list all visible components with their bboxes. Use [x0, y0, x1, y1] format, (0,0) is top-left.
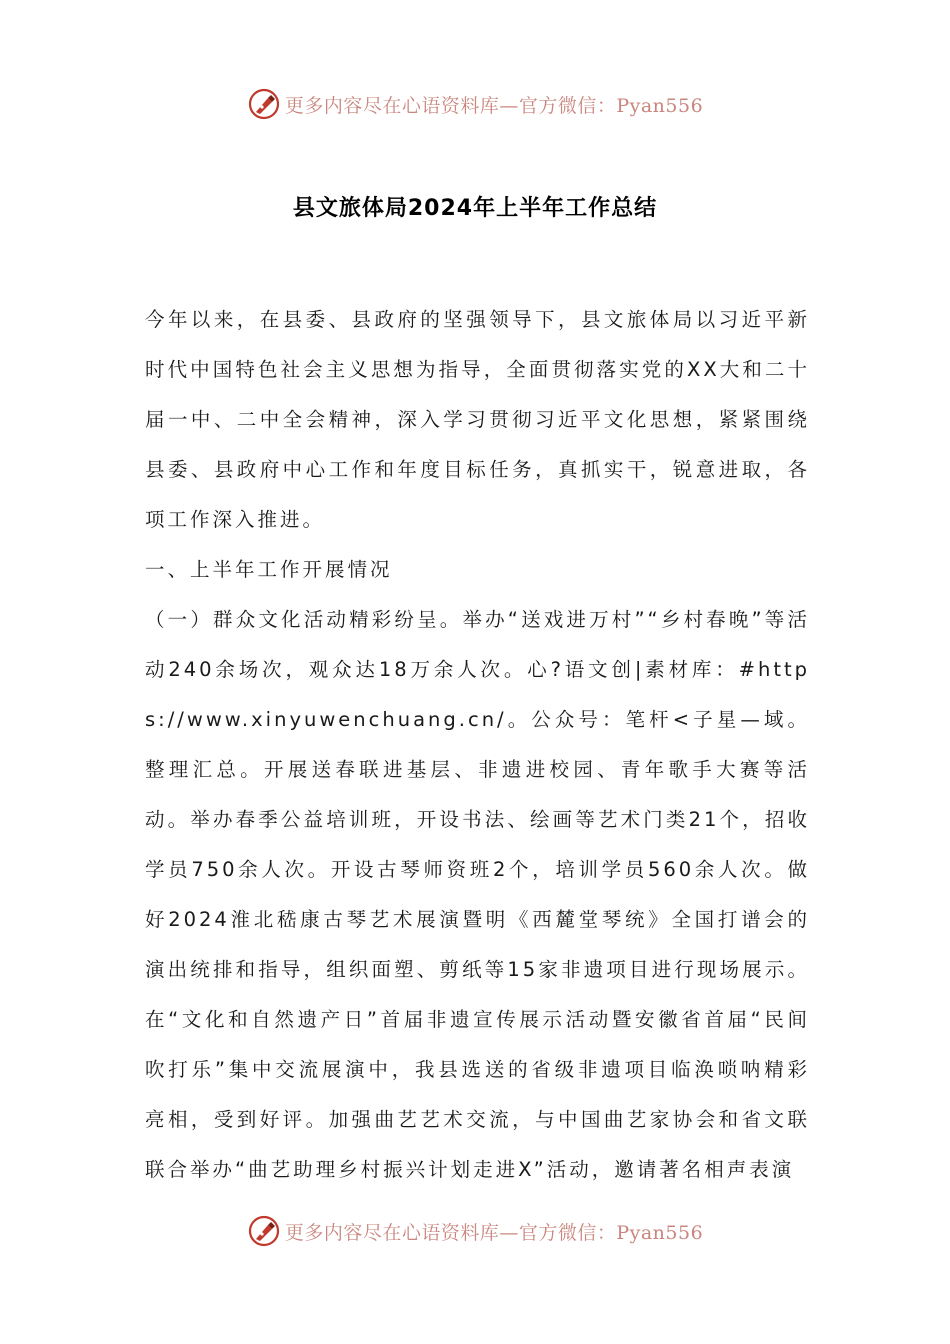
- section-heading: 一、上半年工作开展情况: [145, 558, 393, 581]
- footer-watermark-banner: [0, 1211, 950, 1251]
- pen-nib-logo-icon: [247, 1214, 281, 1248]
- intro-paragraph: 今年以来，在县委、县政府的坚强领导下，县文旅体局以习近平新时代中国特色社会主义思想为指导，全面贯彻落实党的XX大和二十届一中、二中全会精神，深入学习贯彻习近平文化思想，紧紧围绕县委、县政府中心工作和年度目标任务，真抓实干，锐意进取，各项工作深入推进。: [145, 308, 810, 531]
- header-watermark-text: 更多内容尽在心语资料库—官方微信：Pyan556: [284, 94, 704, 117]
- document-body: [145, 295, 810, 1195]
- section-paragraph: （一）群众文化活动精彩纷呈。举办“送戏进万村”“乡村春晚”等活动240余场次，观众达18万余人次。心?语文创|素材库：#https://www.xinyuwenchuang.cn/。公众号：笔杆<子星—域。整理汇总。开展送春联进基层、非遗进校园、青年歌手大赛等活动。举办春季公益培训班，开设书法、绘画等艺术门类21个，招收学员750余人次。开设古琴师资班2个，培训学员560余人次。做好2024淮北嵇康古琴艺术展演暨明《西麓堂琴统》全国打谱会的演出统排和指导，组织面塑、剪纸等15家非遗项目进行现场展示。在“文化和自然遗产日”首届非遗宣传展示活动暨安徽省首届“民间吹打乐”集中交流展演中，我县选送的省级非遗项目临涣唢呐精彩亮相，受到好评。加强曲艺艺术交流，与中国曲艺家协会和省文联联合举办“曲艺助理乡村振兴计划走进X”活动，邀请著名相声表演: [145, 608, 810, 1181]
- header-watermark-banner: [0, 84, 950, 124]
- pen-nib-logo-icon: [247, 87, 281, 121]
- footer-watermark-text: 更多内容尽在心语资料库—官方微信：Pyan556: [284, 1221, 704, 1244]
- document-title: 县文旅体局2024年上半年工作总结: [292, 195, 658, 221]
